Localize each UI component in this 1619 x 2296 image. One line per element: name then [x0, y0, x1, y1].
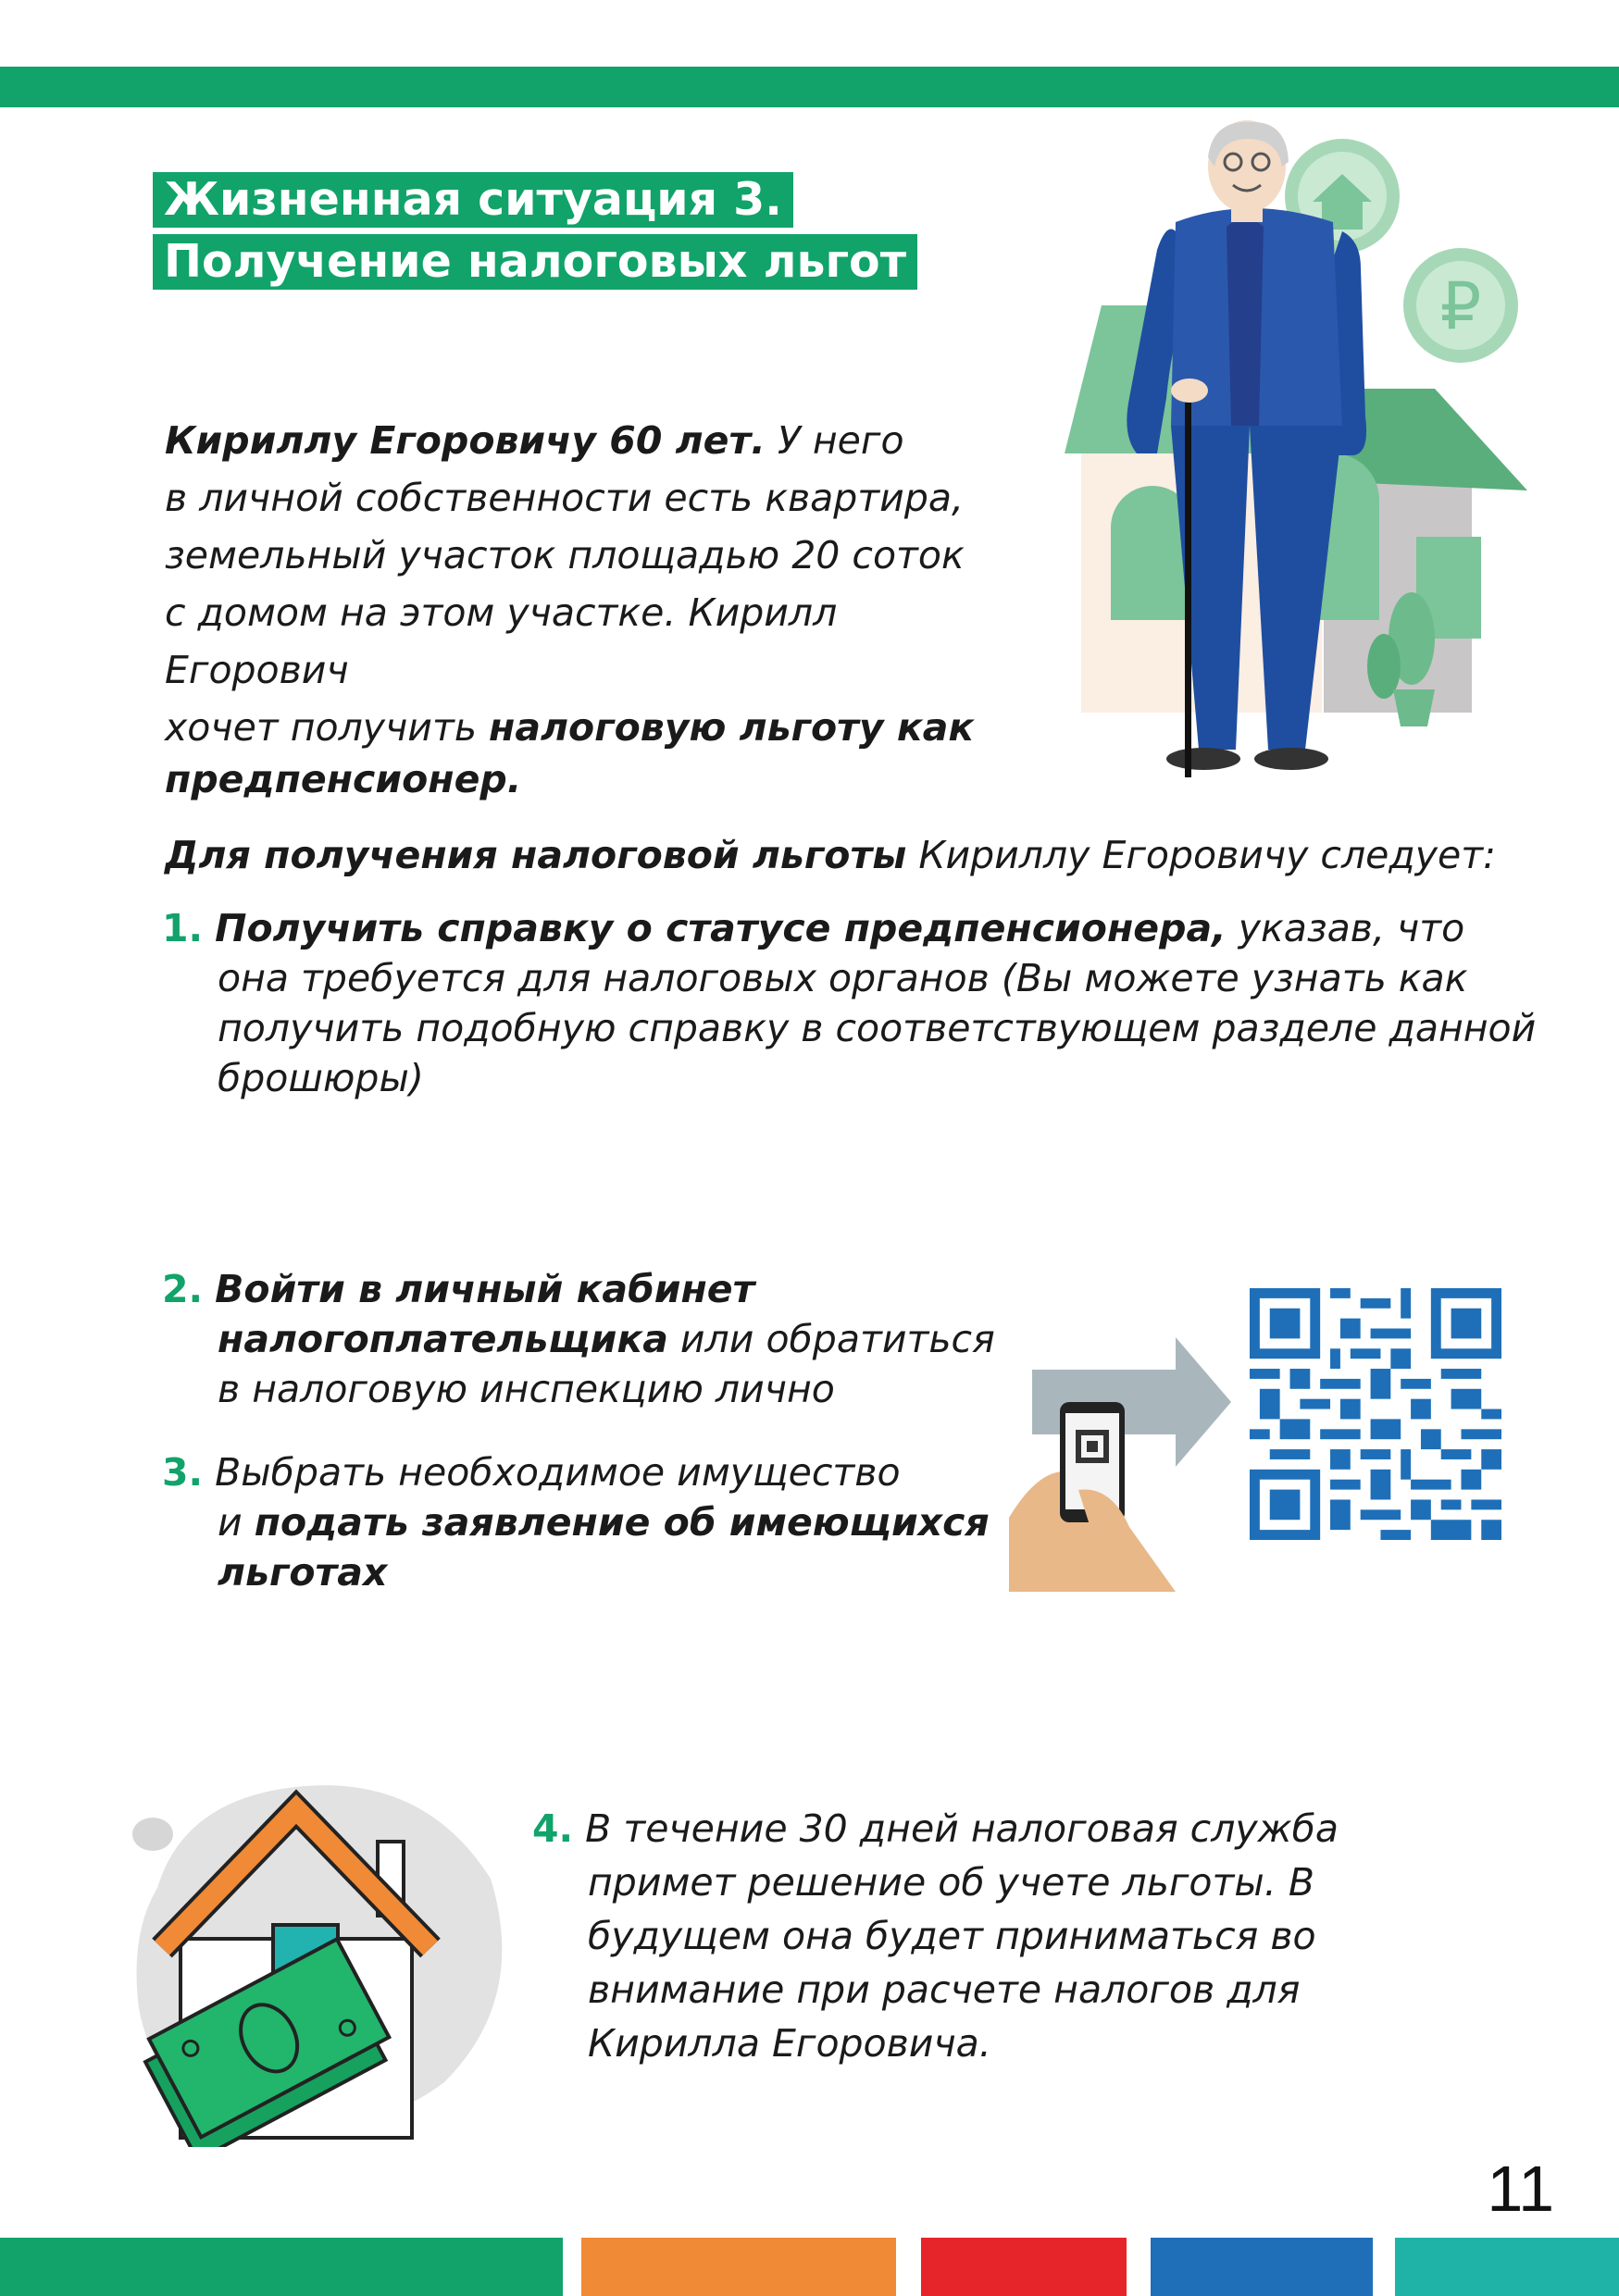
step-number: 2. [162, 1267, 204, 1311]
footer-bar-red [921, 2238, 1127, 2296]
steps-intro [165, 826, 1496, 884]
elderly-man-house-illustration [1065, 120, 1537, 787]
step-text: примет решение об учете льготы. В [588, 1860, 1314, 1905]
qr-code[interactable] [1250, 1288, 1501, 1540]
title-line-2: Получение налоговых льгот [153, 234, 917, 290]
step-text: Выбрать необходимое имущество [215, 1450, 901, 1495]
intro-text: хочет получить [165, 705, 490, 750]
intro-bold: налоговую льготу как [489, 705, 975, 750]
footer-bar-orange [581, 2238, 896, 2296]
step-text: указав, что [1226, 906, 1465, 950]
step-text: Кирилла Егоровича. [588, 2021, 991, 2066]
step-text: и [218, 1500, 255, 1545]
step-4 [532, 1802, 1339, 2070]
intro-text: с домом на этом участке. Кирилл Егорович [165, 590, 838, 692]
svg-text:₽: ₽ [1439, 268, 1482, 344]
step-bold: Получить справку о статусе предпенсионера, [215, 906, 1227, 950]
page-number: 11 [1487, 2153, 1554, 2225]
qr-code-icon [1250, 1288, 1501, 1540]
step-text: внимание при расчете налогов для [588, 1967, 1301, 2012]
step-3 [162, 1447, 990, 1597]
step-bold: Войти в личный кабинет [215, 1267, 755, 1311]
step-1 [162, 903, 1536, 1103]
intro-bold: предпенсионер. [165, 757, 522, 801]
step-bold: подать заявление об имеющихся [254, 1500, 990, 1545]
title-line-1: Жизненная ситуация 3. [153, 172, 793, 228]
step-text: или обратиться [667, 1317, 995, 1361]
steps-intro-bold: Для получения налоговой льготы [165, 833, 907, 877]
step-text: В течение 30 дней налоговая служба [585, 1806, 1339, 1851]
step-number: 3. [162, 1450, 204, 1495]
house-money-illustration [120, 1768, 518, 2147]
step-text: будущем она будет приниматься во [588, 1914, 1316, 1958]
step-bold: льготах [218, 1550, 388, 1595]
footer-bar-green [0, 2238, 563, 2296]
intro-name: Кириллу Егоровичу 60 лет. [165, 418, 766, 463]
step-text: в налоговую инспекцию лично [218, 1367, 835, 1411]
step-2 [162, 1264, 995, 1414]
intro-text: земельный участок площадью 20 соток [165, 533, 965, 577]
footer-bar-teal [1395, 2238, 1619, 2296]
intro-text: в личной собственности есть квартира, [165, 476, 965, 520]
intro-text: У него [765, 418, 904, 463]
step-text: получить подобную справку в соответствующем разделе данной [218, 1006, 1537, 1050]
intro-paragraph [165, 412, 1016, 808]
step-text: брошюры) [218, 1056, 424, 1100]
footer-bar-blue [1151, 2238, 1373, 2296]
step-bold: налогоплательщика [218, 1317, 668, 1361]
step-number: 4. [532, 1806, 574, 1851]
top-accent-bar [0, 67, 1619, 107]
step-text: она требуется для налоговых органов (Вы можете узнать как [218, 956, 1468, 1000]
steps-intro-text: Кириллу Егоровичу следует: [906, 833, 1496, 877]
step-number: 1. [162, 906, 204, 950]
